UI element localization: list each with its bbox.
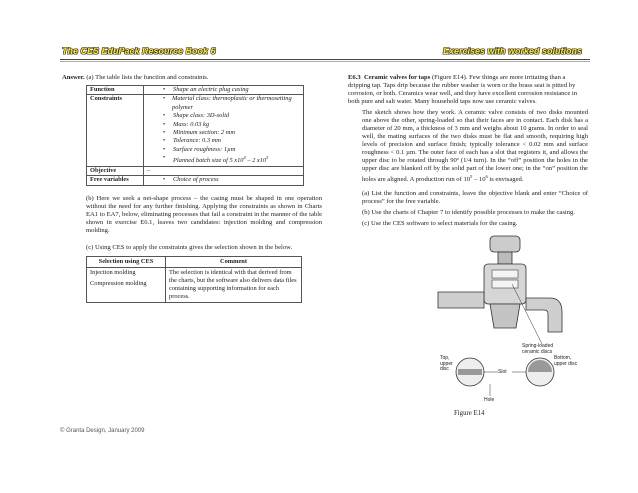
header-left-title: The CES EduPack Resource Book 6 [62, 46, 216, 56]
exercise-intro-text: (Figure E14). Few things are more irritating than a dripping tap. Taps drip because the rubber washer is worn or the brass seat is pitted by corrosion, or both. Ceramics wear well, and they have excellent corrosion resistance in both pure and salt water. Many household taps now use ceramic valves. [348, 74, 578, 105]
constraint-item: • Shape class: 3D-solid [163, 112, 230, 120]
free-variables-row: • Choice of process [163, 176, 219, 184]
free-variables-value: Choice of process [173, 176, 219, 184]
function-label: Function [87, 86, 144, 95]
figure-caption: Figure E14 [454, 410, 485, 417]
objective-value: – [144, 166, 304, 175]
answer-label: Answer. [62, 74, 85, 81]
constraint-item: • Material class: thermoplastic or thermosetting polymer [163, 95, 292, 111]
header-right-title: Exercises with worked solutions [442, 46, 582, 56]
hole-label: Hole [484, 397, 495, 403]
selection-processes [87, 267, 166, 302]
constraint-item: • Surface roughness: 1µm [163, 145, 236, 153]
spring-disc-label: Spring-loaded ceramic discs [522, 343, 554, 355]
question-b: (b) Use the charts of Chapter 7 to identify possible processes to make the casing. [362, 209, 575, 217]
function-constraints-table [86, 85, 304, 186]
header-rule [60, 59, 590, 60]
free-variables-label: Free variables [87, 176, 144, 185]
paragraph-b: (b) Here we seek a net-shape process – the casing must be shaped in one operation without the need for any further finishing. Applying the constraints as shown in Charts EA1 to EA7, below, eliminating processes that fail a constraint in the manner of the table shown in exercise E6.1, leaves two candidates: injection molding and compression molding. [86, 194, 322, 234]
process-compression: Compression molding [90, 279, 147, 287]
question-a: (a) List the function and constraints, leave the objective blank and enter “Choice of process” for the free variable. [362, 190, 588, 206]
objective-label: Objective [87, 166, 144, 175]
copyright-footer: © Granta Design, January 2009 [60, 428, 145, 434]
answer-line [62, 74, 328, 82]
constraint-item-batch: • Planned batch size of 5 $x10^4 - 2$ $x10^5$ [163, 154, 269, 165]
constraints-cell [144, 95, 304, 166]
right-column [348, 74, 588, 231]
slot-label: Slot [498, 369, 507, 375]
selection-table [86, 256, 302, 303]
constraint-item: • Tolerance: 0.3 mm [163, 137, 221, 145]
answer-text: (a) The table lists the function and constraints. [86, 74, 209, 81]
process-injection: Injection molding [90, 268, 136, 276]
bottom-disc-label: Bottom, upper disc [554, 355, 578, 367]
header-rule-thin [60, 61, 590, 62]
exercise-description: The sketch shows how they work. A ceramic valve consists of two disks mounted one above the other, spring-loaded so that their faces are in contact. Each disk has a diameter of 20 mm, a thickness of 3 mm and weighs about 10 grams. In order to seal well, the mating surfaces of the two disks must be flat and smooth, requiring high levels of precision and surface finish; typically tolerance < 0.02 mm and surface roughness < 0.1 µm. The outer face of each has a slot that registers it, and allows the upper disc to be rotated through 90º (1/4 turn). In the “off” position the holes in the upper disc are blanked off by the solid part of the lower one; in the “on” position the holes are aligned. A production run of $10^5 - 10^6$ is envisaged. [362, 109, 588, 184]
selection-col-header: Selection using CES [87, 256, 166, 267]
question-c: (c) Use the CES software to select materials for the casing. [362, 220, 518, 228]
comment-col-header: Comment [166, 256, 302, 267]
exercise-intro [348, 74, 588, 106]
selection-comment: The selection is identical with that derived from the charts, but the software also delivers data files containing supporting information for each process. [166, 267, 302, 302]
constraints-label: Constraints [87, 95, 144, 166]
tap-valve-drawing [430, 232, 580, 408]
function-value-row: • Shape an electric plug casing [163, 86, 249, 93]
exercise-number: E6.3 [348, 74, 361, 81]
exercise-title: Ceramic valves for taps [363, 74, 431, 81]
constraint-item: • Mass: 0.03 kg [163, 120, 210, 128]
top-disc-label: Top, upper disc [440, 355, 453, 372]
constraint-item: • Minimum section: 2 mm [163, 129, 235, 137]
paragraph-c: (c) Using CES to apply the constraints gives the selection shown in the below. [86, 243, 293, 251]
left-column [62, 74, 328, 303]
tap-valve-figure [430, 232, 580, 408]
function-value: Shape an electric plug casing [173, 86, 249, 93]
